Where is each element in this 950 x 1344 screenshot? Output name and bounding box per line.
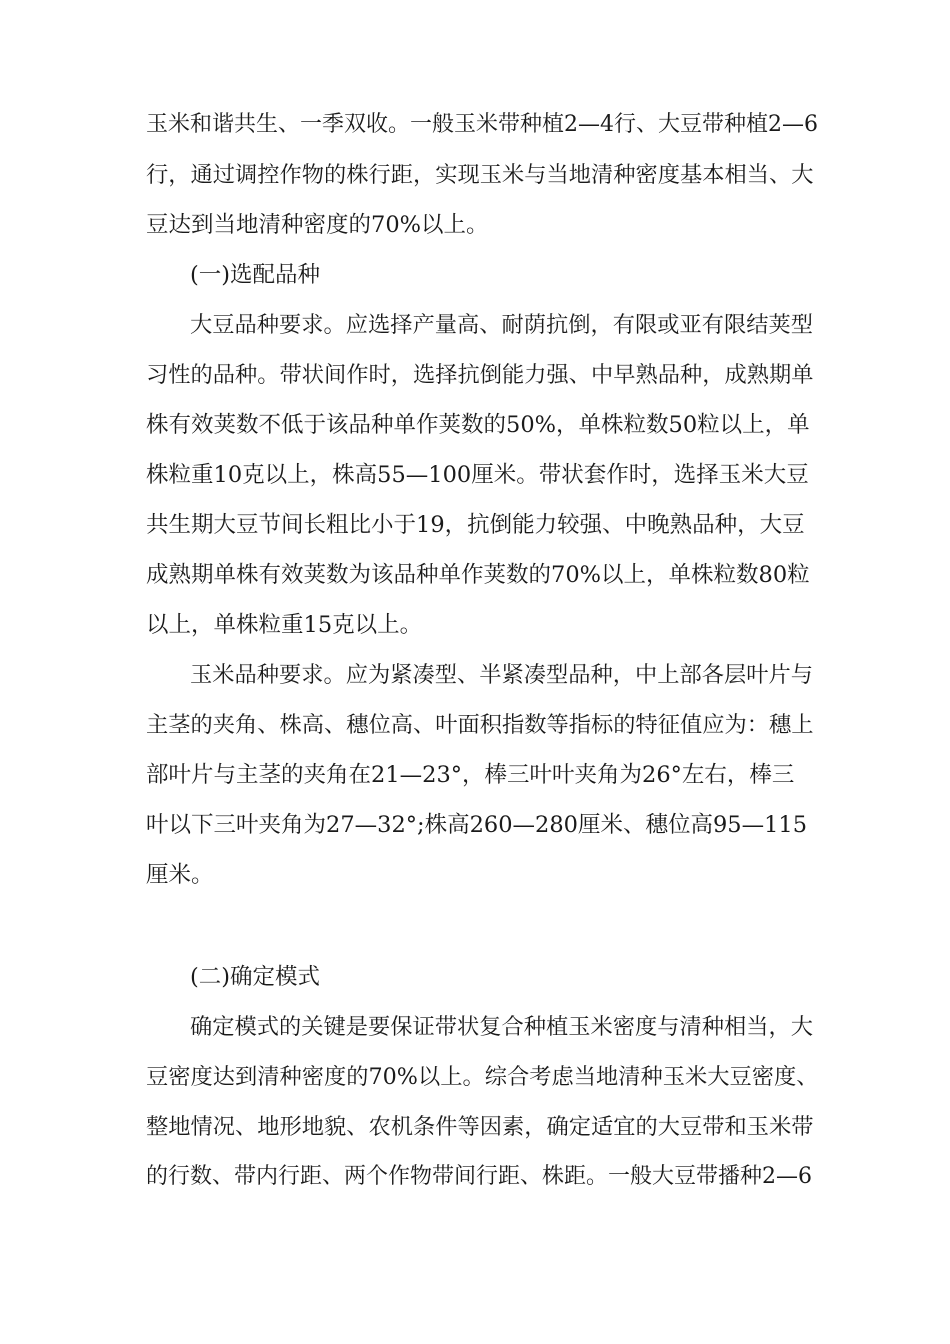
text-line-2: 行，通过调控作物的株行距，实现玉米与当地清种密度基本相当、大	[146, 162, 814, 188]
section-heading-1: (一)选配品种	[190, 262, 321, 288]
text-line-18: 确定模式的关键是要保证带状复合种植玉米密度与清种相当，大	[190, 1014, 813, 1040]
text-line-1: 玉米和谐共生、一季双收。一般玉米带种植2—4行、大豆带种植2—6	[146, 112, 818, 137]
section-heading-2: (二)确定模式	[190, 964, 321, 990]
text-line-3: 豆达到当地清种密度的70%以上。	[146, 212, 489, 238]
text-line-14: 部叶片与主茎的夹角在21—23°，棒三叶叶夹角为26°左右，棒三	[146, 762, 795, 788]
text-line-10: 成熟期单株有效荚数为该品种单作荚数的70%以上，单株粒数80粒	[146, 562, 810, 588]
text-line-12: 玉米品种要求。应为紧凑型、半紧凑型品种，中上部各层叶片与	[190, 662, 813, 688]
text-line-21: 的行数、带内行距、两个作物带间行距、株距。一般大豆带播种2—6	[146, 1164, 812, 1189]
text-line-11: 以上，单株粒重15克以上。	[146, 612, 423, 638]
text-line-20: 整地情况、地形地貌、农机条件等因素，确定适宜的大豆带和玉米带	[146, 1114, 814, 1140]
text-line-8: 株粒重10克以上，株高55—100厘米。带状套作时，选择玉米大豆	[146, 462, 809, 488]
text-line-6: 习性的品种。带状间作时，选择抗倒能力强、中早熟品种，成熟期单	[146, 362, 814, 388]
text-line-7: 株有效荚数不低于该品种单作荚数的50%，单株粒数50粒以上，单	[146, 412, 810, 438]
text-line-15: 叶以下三叶夹角为27—32°;株高260—280厘米、穗位高95—115	[146, 812, 808, 838]
text-line-19: 豆密度达到清种密度的70%以上。综合考虑当地清种玉米大豆密度、	[146, 1064, 819, 1090]
text-line-16: 厘米。	[146, 862, 214, 888]
text-line-5: 大豆品种要求。应选择产量高、耐荫抗倒，有限或亚有限结荚型	[190, 312, 813, 338]
text-line-13: 主茎的夹角、株高、穗位高、叶面积指数等指标的特征值应为：穗上	[146, 712, 814, 738]
text-line-9: 共生期大豆节间长粗比小于19，抗倒能力较强、中晚熟品种，大豆	[146, 512, 805, 538]
